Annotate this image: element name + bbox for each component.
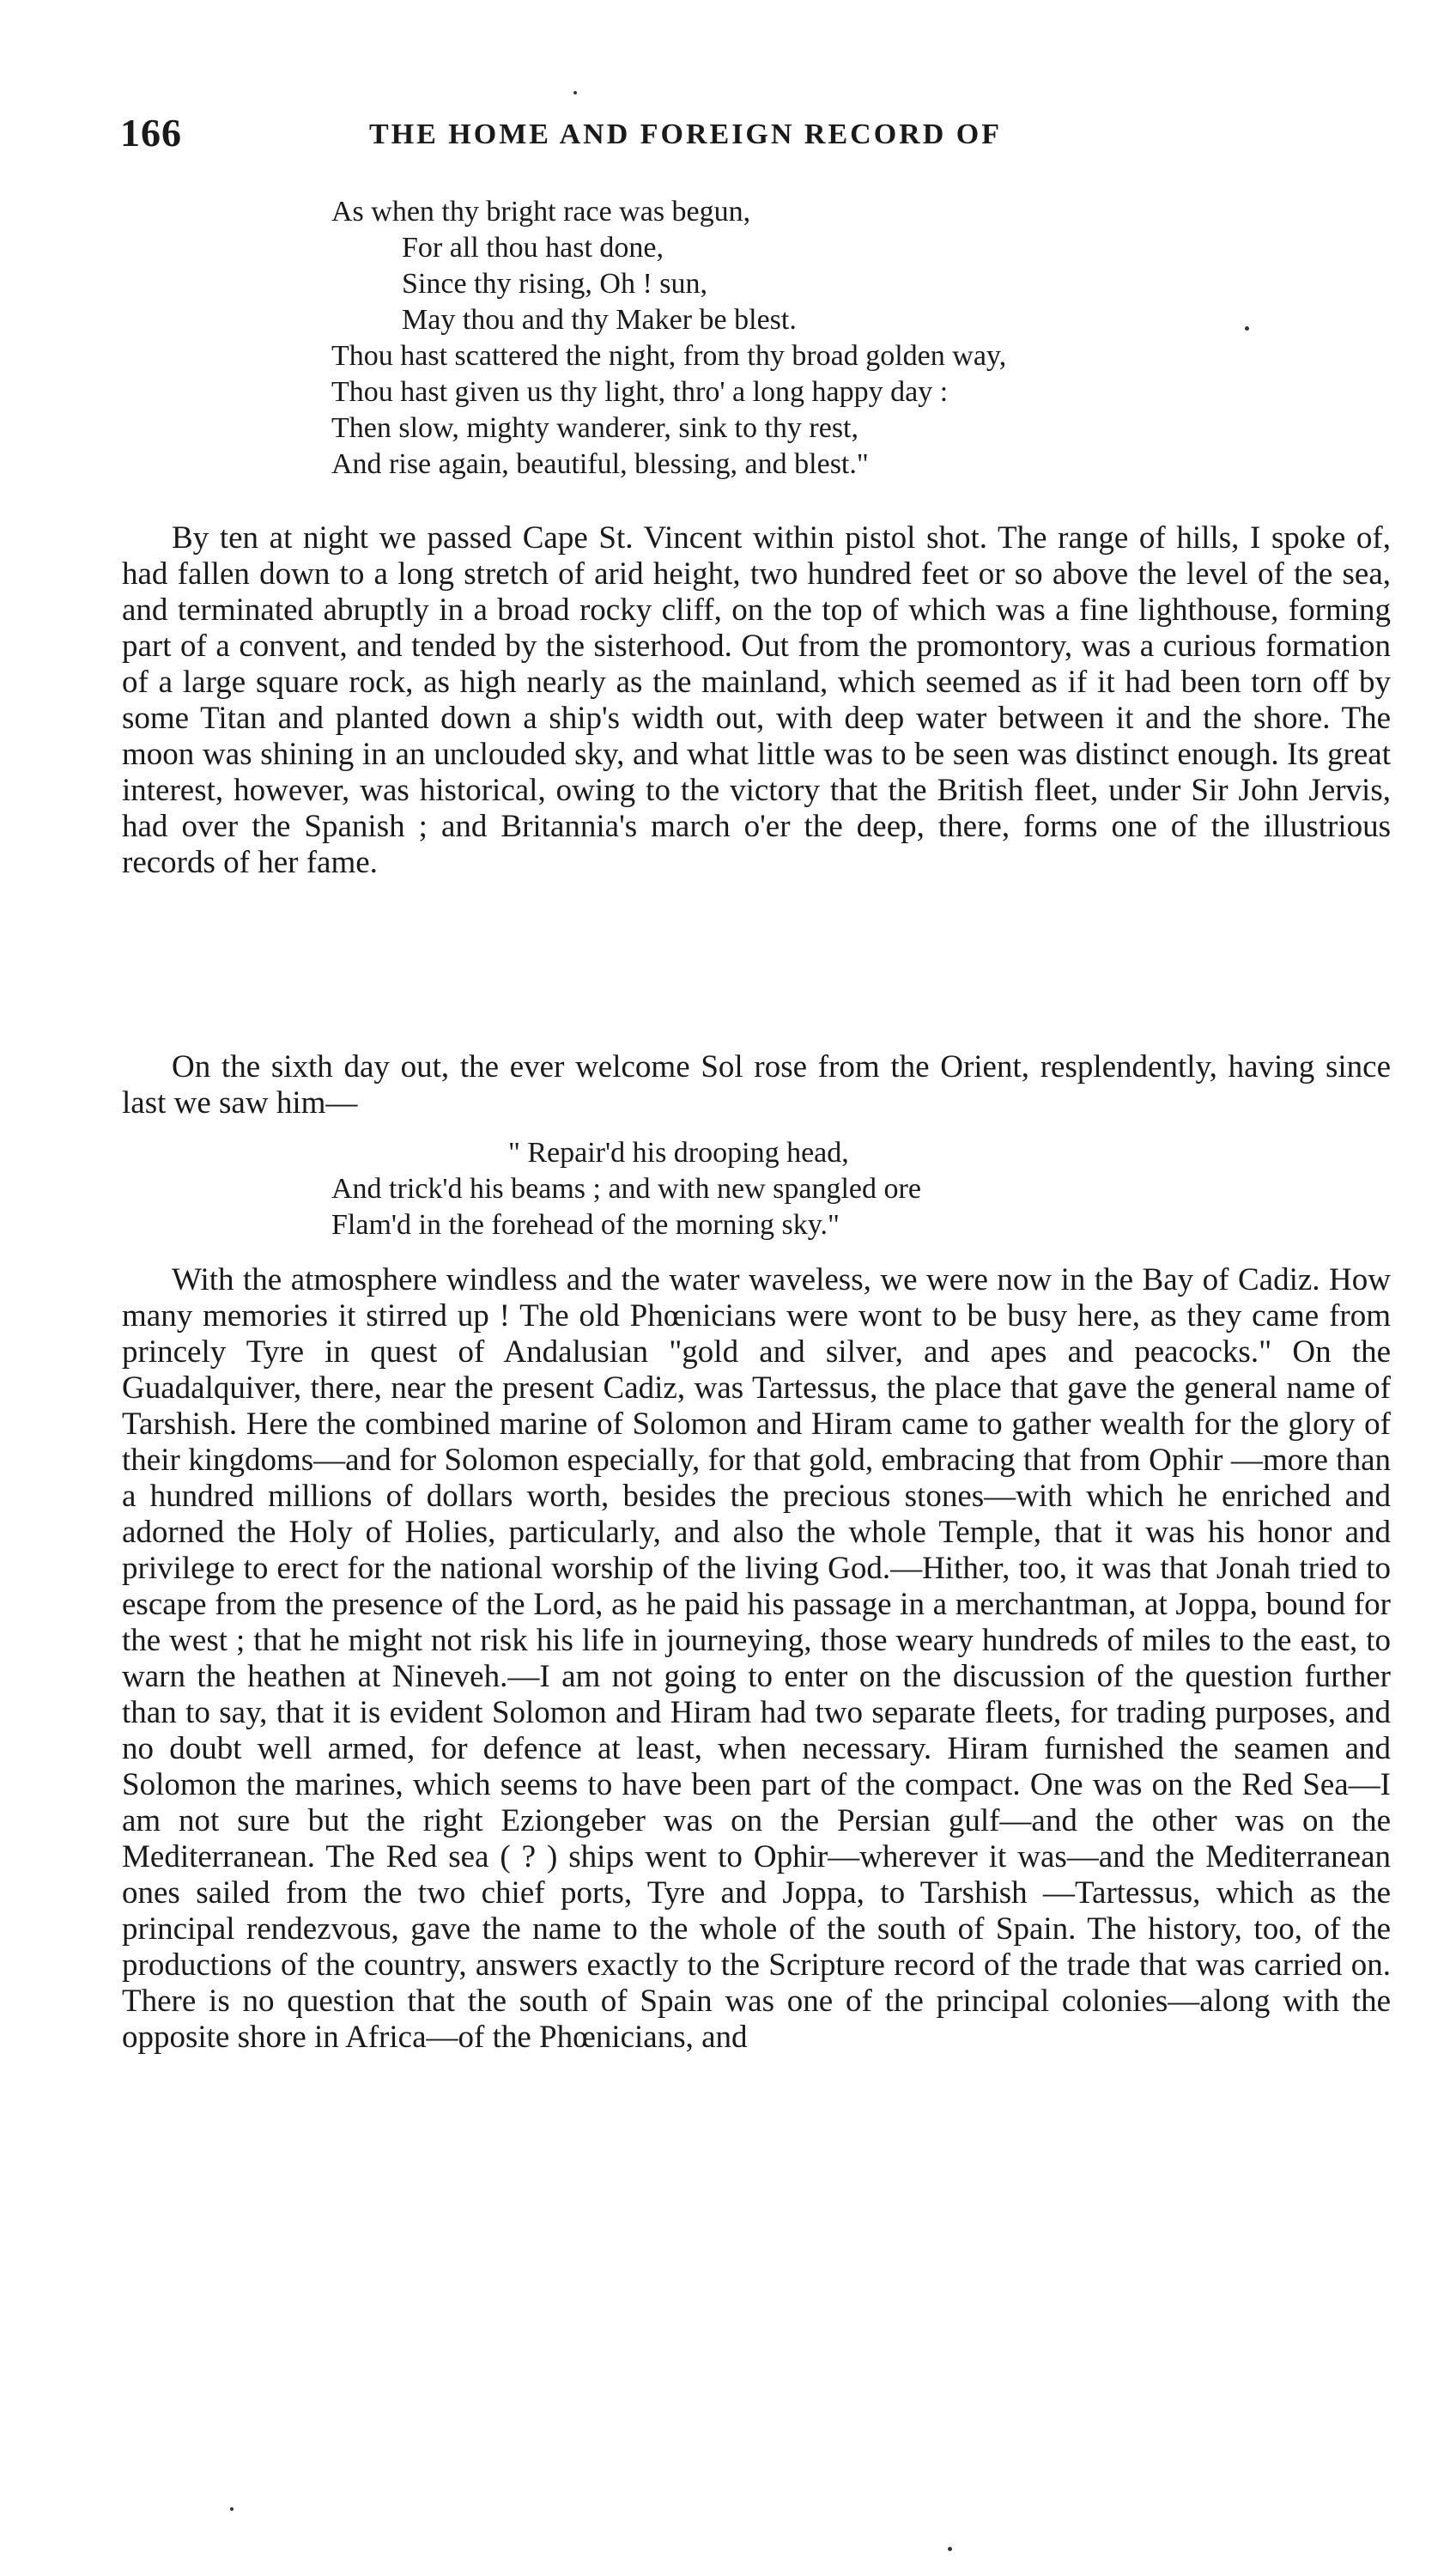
page-header xyxy=(120,110,1391,161)
paragraph-bay-of-cadiz xyxy=(122,1262,1391,2056)
poem-line: Since thy rising, Oh ! sun, xyxy=(402,268,708,300)
paragraph-text: On the sixth day out, the ever welcome Sol rose from the Orient, resplendently, having since last we saw him— xyxy=(122,1049,1391,1121)
running-head: THE HOME AND FOREIGN RECORD OF xyxy=(369,118,1002,150)
poem-quotation-1 xyxy=(331,194,1006,483)
poem-line: Then slow, mighty wanderer, sink to thy rest, xyxy=(331,412,858,444)
paragraph-text: By ten at night we passed Cape St. Vincent within pistol shot. The range of hills, I spoke of, had fallen down to a long stretch of arid height, two hundred feet or so above the level of the sea, and terminated abruptly in a broad rocky cliff, on the top of which was a fine lighthouse, forming part of a convent, and tended by the sisterhood. Out from the promontory, was a curious formation of a large square rock, as high nearly as the mainland, which seemed as if it had been torn off by some Titan and planted down a ship's width out, with deep water between it and the shore. The moon was shining in an unclouded sky, and what little was to be seen was distinct enough. Its great interest, however, was historical, owing to the victory that the British fleet, under Sir John Jervis, had over the Spanish ; and Britannia's march o'er the deep, there, forms one of the illustrious records of her fame. xyxy=(122,520,1391,880)
print-speck xyxy=(948,2547,952,2551)
print-speck xyxy=(1245,326,1249,331)
poem-line: And rise again, beautiful, blessing, and blest." xyxy=(331,448,869,480)
poem-line: For all thou hast done, xyxy=(402,232,664,264)
poem-line: Thou hast given us thy light, thro' a long happy day : xyxy=(331,376,949,408)
poem-line: Flam'd in the forehead of the morning sky." xyxy=(331,1209,840,1241)
paragraph-sixth-day xyxy=(122,1049,1391,1121)
poem-line: " Repair'd his drooping head, xyxy=(508,1137,849,1169)
poem-line: May thou and thy Maker be blest. xyxy=(402,304,797,336)
page-number: 166 xyxy=(120,111,182,155)
print-speck xyxy=(230,2507,234,2511)
paragraph-text: With the atmosphere windless and the water waveless, we were now in the Bay of Cadiz. How many memories it stirred up ! The old Phœnicians were wont to be busy here, as they came from princely Tyre in quest of Andalusian "gold and silver, and apes and peacocks." On the Guadalquiver, there, near the present Cadiz, was Tartessus, the place that gave the general name of Tarshish. Here the combined marine of Solomon and Hiram came to gather wealth for the glory of their kingdoms—and for Solomon especially, for that gold, embracing that from Ophir —more than a hundred millions of dollars worth, besides the precious stones—with which he enriched and adorned the Holy of Holies, particularly, and also the whole Temple, that it was his honor and privilege to erect for the national worship of the living God.—Hither, too, it was that Jonah tried to escape from the presence of the Lord, as he paid his passage in a merchantman, at Joppa, bound for the west ; that he might not risk his life in journeying, those weary hundreds of miles to the east, to warn the heathen at Nineveh.—I am not going to enter on the discussion of the question further than to say, that it is evident Solomon and Hiram had two separate fleets, for trading purposes, and no doubt well armed, for defence at least, when necessary. Hiram furnished the seamen and Solomon the marines, which seems to have been part of the compact. One was on the Red Sea—I am not sure but the right Eziongeber was on the Persian gulf—and the other was on the Mediterranean. The Red sea ( ? ) ships went to Ophir—wherever it was—and the Mediterranean ones sailed from the two chief ports, Tyre and Joppa, to Tarshish —Tartessus, which as the principal rendezvous, gave the name to the whole of the south of Spain. The history, too, of the productions of the country, answers exactly to the Scripture record of the trade that was carried on. There is no question that the south of Spain was one of the principal colonies—along with the opposite shore in Africa—of the Phœnicians, and xyxy=(122,1262,1391,2055)
poem-quotation-2 xyxy=(331,1135,921,1243)
poem-line: As when thy bright race was begun, xyxy=(331,196,751,228)
print-speck xyxy=(573,91,577,94)
poem-line: And trick'd his beams ; and with new spangled ore xyxy=(331,1173,921,1205)
paragraph-cape-st-vincent xyxy=(122,520,1391,881)
poem-line: Thou hast scattered the night, from thy broad golden way, xyxy=(331,340,1007,372)
